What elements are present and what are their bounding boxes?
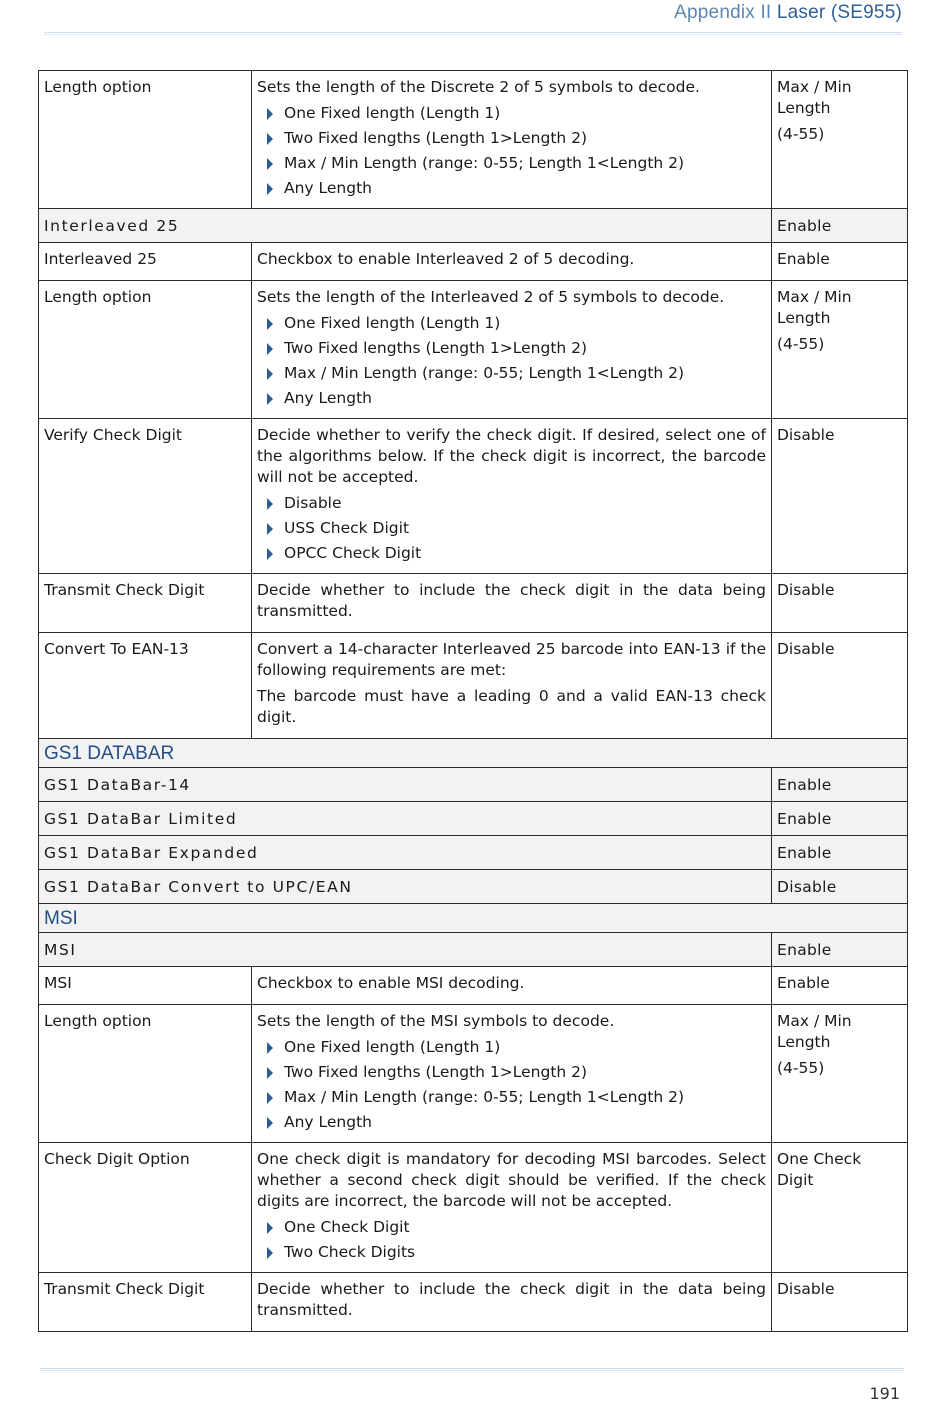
table-row xyxy=(39,1143,908,1273)
bullet-arrow-icon xyxy=(267,1092,273,1104)
list-item xyxy=(257,1242,766,1263)
list-item xyxy=(257,1037,766,1058)
list-item xyxy=(257,388,766,409)
page-header xyxy=(674,2,902,24)
bullet-arrow-icon xyxy=(267,523,273,535)
page-number: 191 xyxy=(869,1384,900,1403)
list-item xyxy=(257,178,766,199)
default-value: One Check Digit xyxy=(772,1143,908,1273)
default-value: Enable xyxy=(772,209,908,243)
list-item xyxy=(257,338,766,359)
list-item xyxy=(257,313,766,334)
bullet-arrow-icon xyxy=(267,393,273,405)
option-label: One Fixed length (Length 1) xyxy=(284,1038,501,1056)
setting-name: Convert To EAN-13 xyxy=(39,633,252,739)
option-label: One Check Digit xyxy=(284,1218,410,1236)
bullet-arrow-icon xyxy=(267,548,273,560)
bullet-arrow-icon xyxy=(267,1067,273,1079)
description-text: Checkbox to enable MSI decoding. xyxy=(257,974,525,992)
list-item xyxy=(257,363,766,384)
option-label: Two Fixed lengths (Length 1>Length 2) xyxy=(284,339,588,357)
bullet-arrow-icon xyxy=(267,1117,273,1129)
default-value xyxy=(772,71,908,209)
setting-description xyxy=(252,1005,772,1143)
list-item xyxy=(257,128,766,149)
table-row xyxy=(39,574,908,633)
description-text: Decide whether to include the check digit in the data being transmitted. xyxy=(257,1280,766,1319)
table-row xyxy=(39,967,908,1005)
default-value: Disable xyxy=(772,633,908,739)
value-line: (4-55) xyxy=(777,335,825,353)
default-value: Enable xyxy=(772,967,908,1005)
symbology-name: GS1 DataBar-14 xyxy=(39,768,772,802)
symbology-name: Interleaved 25 xyxy=(39,209,772,243)
description-note: The barcode must have a leading 0 and a valid EAN-13 check digit. xyxy=(257,687,766,726)
option-list xyxy=(257,103,766,199)
bullet-arrow-icon xyxy=(267,368,273,380)
table-row xyxy=(39,209,908,243)
description-text: Sets the length of the Interleaved 2 of 5 symbols to decode. xyxy=(257,288,725,306)
setting-description xyxy=(252,71,772,209)
default-value: Disable xyxy=(772,419,908,574)
setting-name: Length option xyxy=(39,71,252,209)
table-row xyxy=(39,870,908,904)
option-label: Max / Min Length (range: 0-55; Length 1<Length 2) xyxy=(284,1088,685,1106)
option-label: Max / Min Length (range: 0-55; Length 1<Length 2) xyxy=(284,364,685,382)
value-line: (4-55) xyxy=(777,125,825,143)
section-title: MSI xyxy=(39,904,908,933)
table-row xyxy=(39,281,908,419)
bullet-arrow-icon xyxy=(267,318,273,330)
default-value: Disable xyxy=(772,574,908,633)
list-item xyxy=(257,543,766,564)
option-label: USS Check Digit xyxy=(284,519,410,537)
default-value xyxy=(772,281,908,419)
description-text: Checkbox to enable Interleaved 2 of 5 decoding. xyxy=(257,250,635,268)
setting-name: Length option xyxy=(39,281,252,419)
settings-table xyxy=(38,70,908,1332)
setting-description xyxy=(252,967,772,1005)
table-row xyxy=(39,1273,908,1332)
default-value: Enable xyxy=(772,243,908,281)
value-line: (4-55) xyxy=(777,1059,825,1077)
footer-rule xyxy=(40,1368,904,1371)
bullet-arrow-icon xyxy=(267,498,273,510)
list-item xyxy=(257,153,766,174)
bullet-arrow-icon xyxy=(267,1222,273,1234)
value-line: Max / Min Length xyxy=(777,288,852,327)
default-value: Enable xyxy=(772,836,908,870)
value-line: Max / Min Length xyxy=(777,1012,852,1051)
default-value: Disable xyxy=(772,870,908,904)
list-item xyxy=(257,1112,766,1133)
description-text: Sets the length of the Discrete 2 of 5 symbols to decode. xyxy=(257,78,700,96)
bullet-arrow-icon xyxy=(267,108,273,120)
table-row xyxy=(39,243,908,281)
setting-name: Verify Check Digit xyxy=(39,419,252,574)
setting-name: Check Digit Option xyxy=(39,1143,252,1273)
value-line: Max / Min Length xyxy=(777,78,852,117)
option-label: Any Length xyxy=(284,389,372,407)
symbology-name: MSI xyxy=(39,933,772,967)
description-text: Decide whether to verify the check digit. If desired, select one of the algorithms below. If the check digit is incorrect, the barcode will not be accepted. xyxy=(257,426,766,486)
setting-name: Interleaved 25 xyxy=(39,243,252,281)
bullet-arrow-icon xyxy=(267,1042,273,1054)
header-rule xyxy=(44,32,902,35)
default-value: Enable xyxy=(772,768,908,802)
table-row xyxy=(39,419,908,574)
list-item xyxy=(257,493,766,514)
table-row xyxy=(39,633,908,739)
option-list xyxy=(257,313,766,409)
setting-description xyxy=(252,633,772,739)
symbology-name: GS1 DataBar Expanded xyxy=(39,836,772,870)
setting-description xyxy=(252,281,772,419)
default-value: Enable xyxy=(772,933,908,967)
setting-description xyxy=(252,1143,772,1273)
list-item xyxy=(257,103,766,124)
section-header xyxy=(39,739,908,768)
option-list xyxy=(257,1037,766,1133)
setting-description xyxy=(252,574,772,633)
option-list xyxy=(257,493,766,564)
bullet-arrow-icon xyxy=(267,183,273,195)
option-label: Two Fixed lengths (Length 1>Length 2) xyxy=(284,129,588,147)
option-label: Disable xyxy=(284,494,342,512)
section-title: GS1 DATABAR xyxy=(39,739,908,768)
table-row xyxy=(39,768,908,802)
header-prefix: Appendix II xyxy=(674,2,772,23)
bullet-arrow-icon xyxy=(267,158,273,170)
description-text: One check digit is mandatory for decoding MSI barcodes. Select whether a second check digit should be verified. If the check digits are incorrect, the barcode will not be accepted. xyxy=(257,1150,766,1210)
description-text: Decide whether to include the check digit in the data being transmitted. xyxy=(257,581,766,620)
symbology-name: GS1 DataBar Limited xyxy=(39,802,772,836)
default-value xyxy=(772,1005,908,1143)
list-item xyxy=(257,1062,766,1083)
setting-name: Transmit Check Digit xyxy=(39,1273,252,1332)
bullet-arrow-icon xyxy=(267,133,273,145)
setting-name: MSI xyxy=(39,967,252,1005)
default-value: Disable xyxy=(772,1273,908,1332)
option-label: Two Fixed lengths (Length 1>Length 2) xyxy=(284,1063,588,1081)
option-label: One Fixed length (Length 1) xyxy=(284,104,501,122)
option-label: Two Check Digits xyxy=(284,1243,416,1261)
option-label: OPCC Check Digit xyxy=(284,544,422,562)
default-value: Enable xyxy=(772,802,908,836)
list-item xyxy=(257,1087,766,1108)
list-item xyxy=(257,1217,766,1238)
section-header xyxy=(39,904,908,933)
setting-name: Length option xyxy=(39,1005,252,1143)
list-item xyxy=(257,518,766,539)
option-label: One Fixed length (Length 1) xyxy=(284,314,501,332)
option-list xyxy=(257,1217,766,1263)
table-row xyxy=(39,836,908,870)
option-label: Any Length xyxy=(284,1113,372,1131)
table-row xyxy=(39,802,908,836)
table-row xyxy=(39,71,908,209)
header-title: Laser (SE955) xyxy=(776,2,902,23)
setting-name: Transmit Check Digit xyxy=(39,574,252,633)
bullet-arrow-icon xyxy=(267,343,273,355)
setting-description xyxy=(252,419,772,574)
setting-description xyxy=(252,1273,772,1332)
description-text: Convert a 14-character Interleaved 25 barcode into EAN-13 if the following requirements are met: xyxy=(257,640,766,679)
table-row xyxy=(39,1005,908,1143)
table-row xyxy=(39,933,908,967)
description-text: Sets the length of the MSI symbols to decode. xyxy=(257,1012,615,1030)
bullet-arrow-icon xyxy=(267,1247,273,1259)
option-label: Max / Min Length (range: 0-55; Length 1<Length 2) xyxy=(284,154,685,172)
symbology-name: GS1 DataBar Convert to UPC/EAN xyxy=(39,870,772,904)
option-label: Any Length xyxy=(284,179,372,197)
setting-description xyxy=(252,243,772,281)
